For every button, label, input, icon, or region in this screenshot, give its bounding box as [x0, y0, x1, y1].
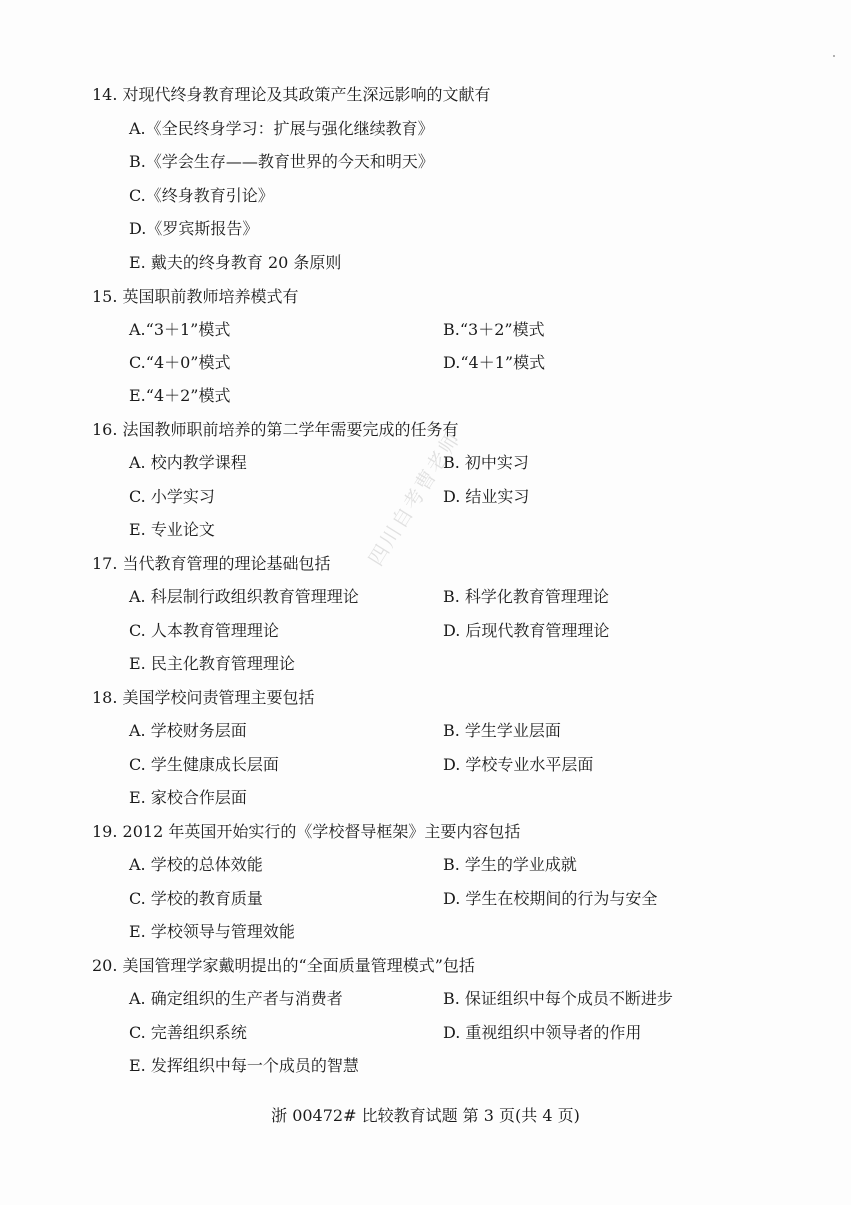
question-16-title: 16. 法国教师职前培养的第二学年需要完成的任务有 — [92, 420, 459, 439]
question-14-option-d: D.《罗宾斯报告》 — [129, 219, 259, 238]
question-18-option-c: C. 学生健康成长层面 — [129, 755, 279, 774]
question-17-option-e: E. 民主化教育管理理论 — [129, 654, 295, 673]
question-19-option-e: E. 学校领导与管理效能 — [129, 922, 295, 941]
question-15-option-a: A.“3＋1”模式 — [129, 320, 231, 339]
question-18-option-b: B. 学生学业层面 — [443, 721, 561, 740]
question-19-title: 19. 2012 年英国开始实行的《学校督导框架》主要内容包括 — [92, 822, 521, 841]
question-20-option-e: E. 发挥组织中每一个成员的智慧 — [129, 1056, 359, 1075]
question-19-option-c: C. 学校的教育质量 — [129, 889, 263, 908]
question-17-option-d: D. 后现代教育管理理论 — [443, 621, 610, 640]
question-20-option-c: C. 完善组织系统 — [129, 1023, 247, 1042]
question-14-title: 14. 对现代终身教育理论及其政策产生深远影响的文献有 — [92, 85, 491, 104]
question-20-title: 20. 美国管理学家戴明提出的“全面质量管理模式”包括 — [92, 956, 475, 975]
question-18-option-a: A. 学校财务层面 — [129, 721, 247, 740]
question-20-option-a: A. 确定组织的生产者与消费者 — [129, 989, 343, 1008]
question-17-option-a: A. 科层制行政组织教育管理理论 — [129, 587, 359, 606]
watermark: 四川自考曹老师 — [363, 426, 466, 570]
question-14-option-a: A.《全民终身学习：扩展与强化继续教育》 — [129, 119, 434, 138]
question-18-title: 18. 美国学校问责管理主要包括 — [92, 688, 315, 707]
question-14-option-b: B.《学会生存——教育世界的今天和明天》 — [129, 152, 434, 171]
question-16-option-e: E. 专业论文 — [129, 520, 215, 539]
question-19-option-b: B. 学生的学业成就 — [443, 855, 577, 874]
question-15-title: 15. 英国职前教师培养模式有 — [92, 287, 299, 306]
question-18-option-e: E. 家校合作层面 — [129, 788, 247, 807]
question-16-option-a: A. 校内教学课程 — [129, 453, 247, 472]
scan-speck — [833, 55, 835, 57]
question-17-option-c: C. 人本教育管理理论 — [129, 621, 279, 640]
page-footer: 浙 00472# 比较教育试题 第 3 页(共 4 页) — [271, 1106, 580, 1125]
question-16-option-d: D. 结业实习 — [443, 487, 530, 506]
question-16-option-c: C. 小学实习 — [129, 487, 215, 506]
question-20-option-d: D. 重视组织中领导者的作用 — [443, 1023, 642, 1042]
question-19-option-d: D. 学生在校期间的行为与安全 — [443, 889, 658, 908]
question-14-option-e: E. 戴夫的终身教育 20 条原则 — [129, 253, 342, 272]
question-20-option-b: B. 保证组织中每个成员不断进步 — [443, 989, 673, 1008]
question-18-option-d: D. 学校专业水平层面 — [443, 755, 594, 774]
question-15-option-e: E.“4＋2”模式 — [129, 386, 231, 405]
question-15-option-c: C.“4＋0”模式 — [129, 353, 231, 372]
question-19-option-a: A. 学校的总体效能 — [129, 855, 263, 874]
question-14-option-c: C.《终身教育引论》 — [129, 186, 274, 205]
question-17-title: 17. 当代教育管理的理论基础包括 — [92, 554, 331, 573]
question-15-option-d: D.“4＋1”模式 — [443, 353, 546, 372]
question-15-option-b: B.“3＋2”模式 — [443, 320, 545, 339]
question-17-option-b: B. 科学化教育管理理论 — [443, 587, 609, 606]
question-16-option-b: B. 初中实习 — [443, 453, 529, 472]
